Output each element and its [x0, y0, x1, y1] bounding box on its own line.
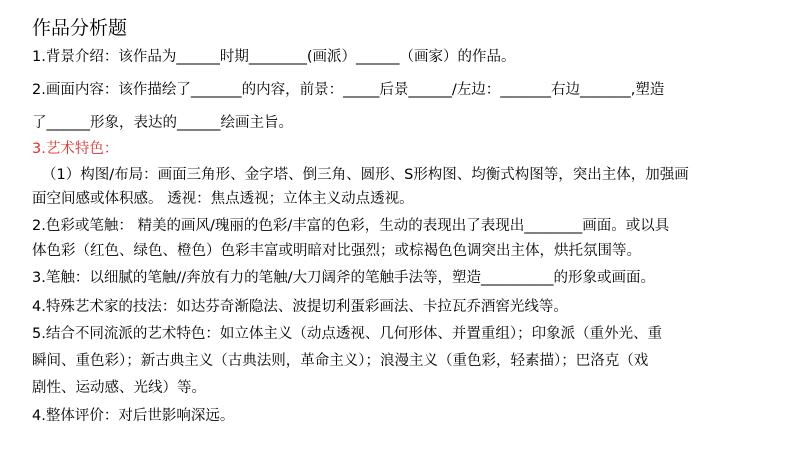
composition-line-2: 面空间感或体积感。 透视：焦点透视；立体主义动点透视。 — [32, 191, 414, 207]
color-line-1: 2.色彩或笔触： 精美的画风/瑰丽的色彩/丰富的色彩，生动的表现出了表现出________画面。或以具 — [32, 218, 670, 234]
artist-technique-line: 4.特殊艺术家的技法：如达芬奇渐隐法、波提切利蛋彩画法、卡拉瓦乔酒窖光线等。 — [32, 299, 568, 315]
school-features-line-2: 瞬间、重色彩）；新古典主义（古典法则，革命主义）；浪漫主义（重色彩，轻素描）；巴洛克（戏 — [32, 353, 649, 369]
picture-content-line-1: 2.画面内容：该作描绘了_______的内容，前景：_____后景______/左边：_______右边_______,塑造 — [32, 82, 665, 98]
school-features-line-1: 5.结合不同流派的艺术特色：如立体主义（动点透视、几何形体、并置重组）；印象派（重外光、重 — [32, 326, 663, 342]
composition-line-1: （1）构图/布局：画面三角形、金字塔、倒三角、圆形、S形构图、均衡式构图等，突出主体，加强画 — [42, 167, 689, 183]
art-features-heading: 3.艺术特色： — [32, 141, 119, 157]
school-features-line-3: 剧性、运动感、光线）等。 — [32, 380, 206, 396]
brushstroke-line: 3.笔触：以细腻的笔触//奔放有力的笔触/大刀阔斧的笔触手法等，塑造__________的形象或画面。 — [32, 270, 655, 286]
color-line-2: 体色彩（红色、绿色、橙色）色彩丰富或明暗对比强烈；或棕褐色色调突出主体，烘托氛围等。 — [32, 243, 641, 259]
picture-content-line-2: 了______形象，表达的______绘画主旨。 — [32, 115, 293, 131]
background-intro-line: 1.背景介绍：该作品为______时期________(画派）______（画家）的作品。 — [32, 49, 516, 65]
overall-evaluation-line: 4.整体评价：对后世影响深远。 — [32, 408, 235, 424]
page-title: 作品分析题 — [32, 17, 128, 39]
